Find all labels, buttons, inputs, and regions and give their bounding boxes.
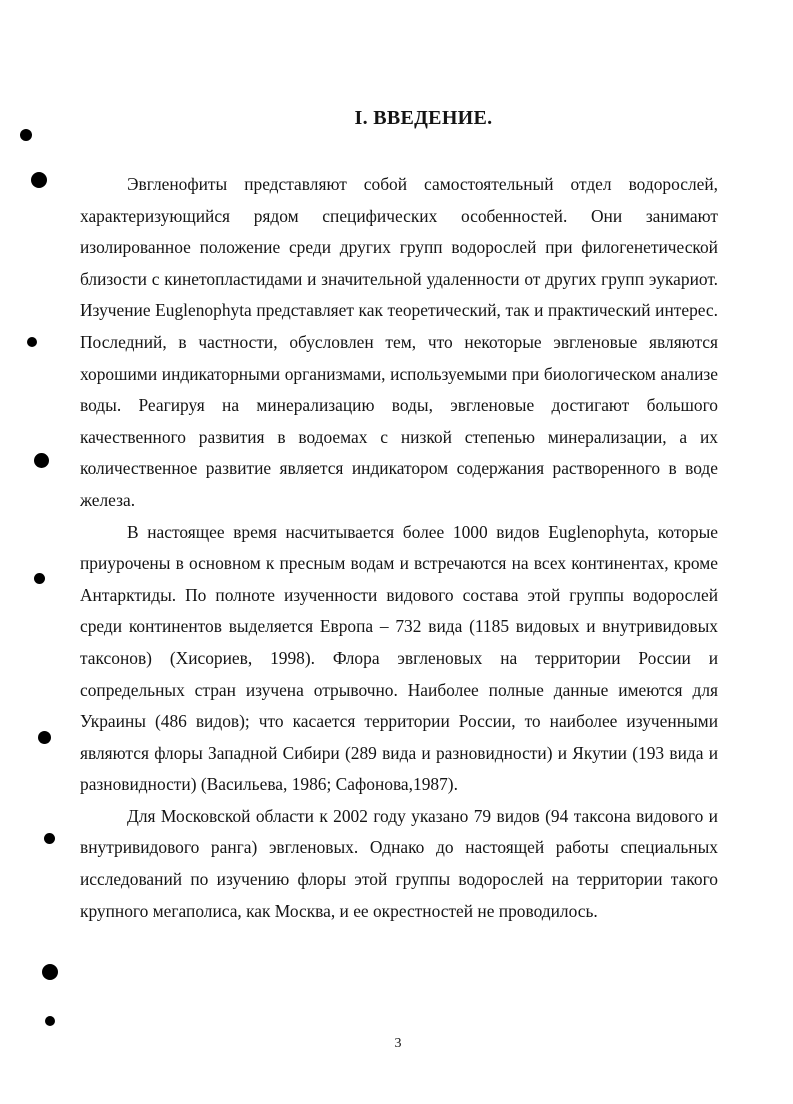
- binder-hole-mark: [34, 453, 49, 468]
- binder-hole-mark: [45, 1016, 55, 1026]
- binder-hole-mark: [38, 731, 51, 744]
- body-text: [80, 169, 718, 927]
- binder-hole-mark: [44, 833, 55, 844]
- paragraph: Эвгленофиты представляют собой самостоятельный отдел водорослей, характеризующийся рядом специфических особенностей. Они занимают изолированное положение среди других групп водорослей при филогенетической близости с кинетопластидами и значительной удаленности от других групп эукариот. Изучение Euglenophyta представляет как теоретический, так и практический интерес. Последний, в частности, обусловлен тем, что некоторые эвгленовые являются хорошими индикаторными организмами, используемыми при биологическом анализе воды. Реагируя на минерализацию воды, эвгленовые достигают большого качественного развития в водоемах с низкой степенью минерализации, а их количественное развитие является индикатором содержания растворенного в воде железа.: [80, 174, 718, 510]
- binder-hole-mark: [31, 172, 47, 188]
- binder-hole-mark: [27, 337, 37, 347]
- paragraph: Для Московской области к 2002 году указано 79 видов (94 таксона видового и внутривидового ранга) эвгленовых. Однако до настоящей работы специальных исследований по изучению флоры этой группы водорослей на территории такого крупного мегаполиса, как Москва, и ее окрестностей не проводилось.: [80, 805, 718, 921]
- section-heading: I. ВВЕДЕНИЕ.: [354, 107, 493, 129]
- binder-hole-mark: [34, 573, 45, 584]
- binder-hole-mark: [42, 964, 58, 980]
- binder-hole-mark: [20, 129, 32, 141]
- paragraph: В настоящее время насчитывается более 1000 видов Euglenophyta, которые приурочены в основном к пресным водам и встречаются на всех континентах, кроме Антарктиды. По полноте изученности видового состава этой группы водорослей среди континентов выделяется Европа – 732 вида (1185 видовых и внутривидовых таксонов) (Хисориев, 1998). Флора эвгленовых на территории России и сопредельных стран изучена отрывочно. Наиболее полные данные имеются для Украины (486 видов); что касается территории России, то наиболее изученными являются флоры Западной Сибири (289 вида и разновидности) и Якутии (193 вида и разновидности) (Васильева, 1986; Сафонова,1987).: [80, 521, 718, 795]
- page-number: 3: [394, 1036, 402, 1051]
